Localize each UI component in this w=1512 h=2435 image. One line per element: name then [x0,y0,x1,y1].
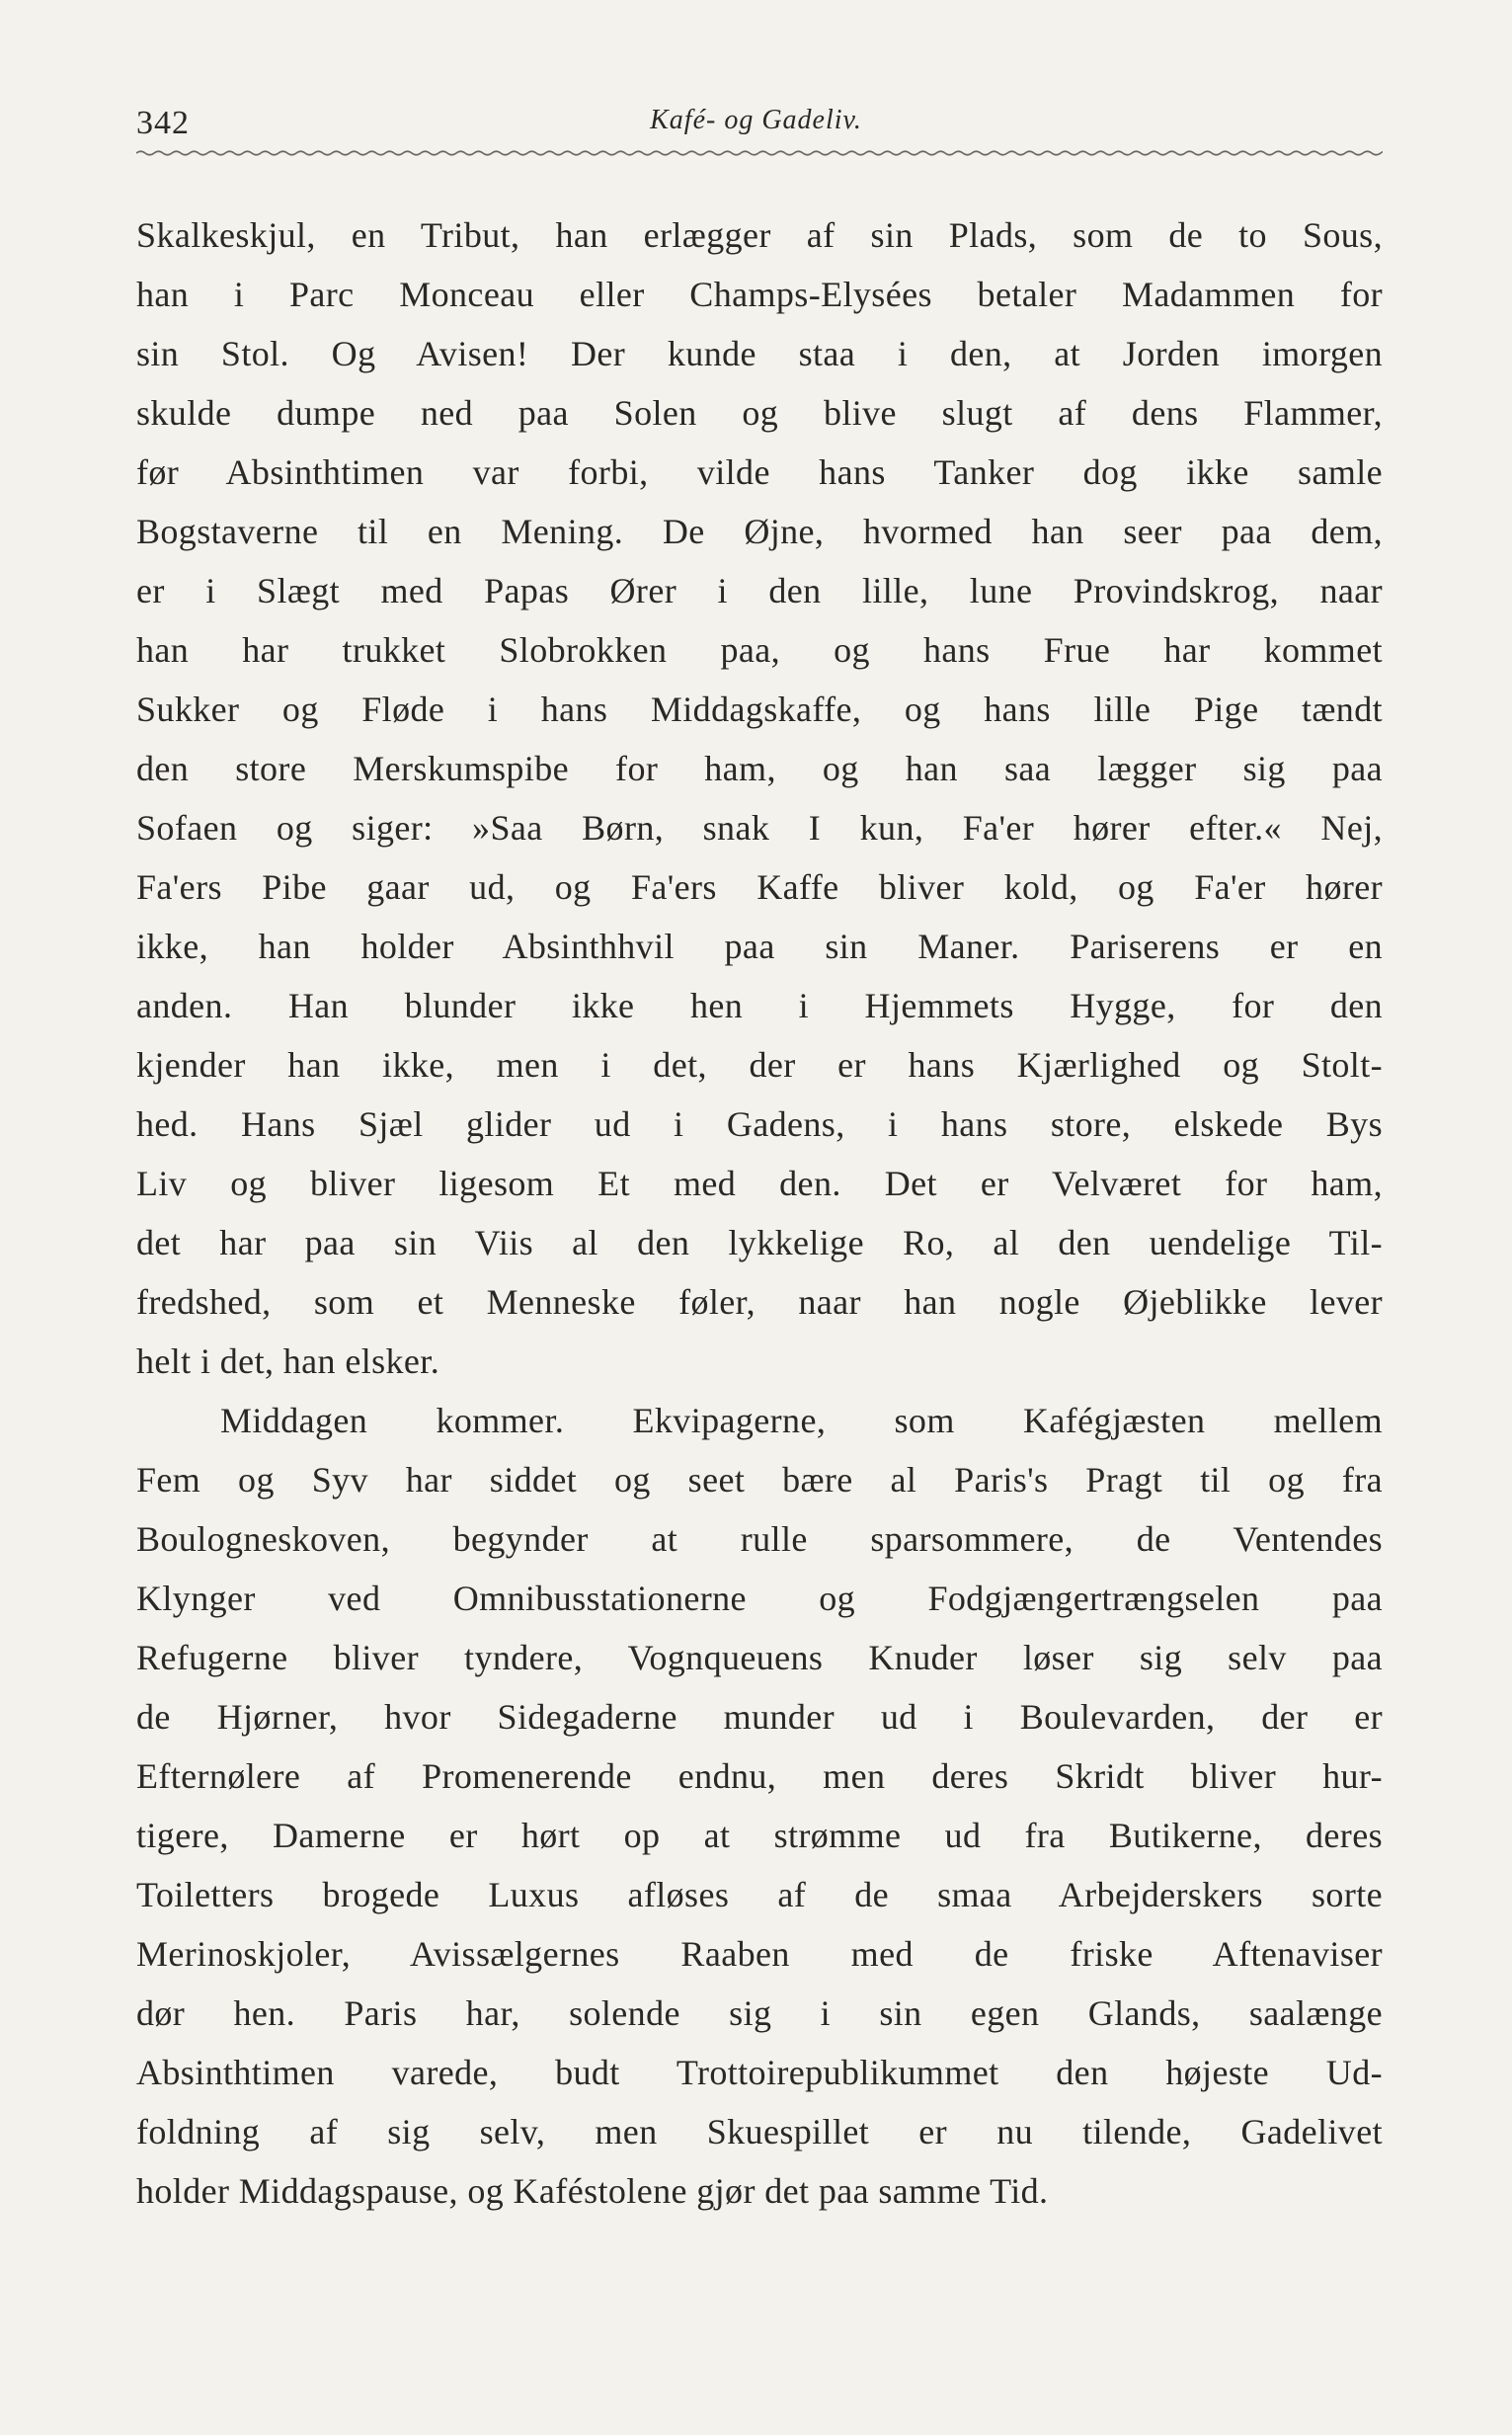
text-line: Merinoskjoler, Avissælgernes Raaben med de friske Aftenaviser [136,1934,1383,1974]
text-line: sin Stol. Og Avisen! Der kunde staa i den, at Jorden imorgen [136,334,1383,373]
text-line: Boulogneskoven, begynder at rulle sparsommere, de Ventendes [136,1519,1383,1559]
body-text [136,205,1383,2221]
text-line: fredshed, som et Menneske føler, naar han nogle Øjeblikke lever [136,1282,1383,1322]
text-line: tigere, Damerne er hørt op at strømme ud fra Butikerne, deres [136,1816,1383,1855]
text-line: de Hjørner, hvor Sidegaderne munder ud i Boulevarden, der er [136,1697,1383,1737]
text-line: skulde dumpe ned paa Solen og blive slugt af dens Flammer, [136,393,1383,433]
text-line: Fa'ers Pibe gaar ud, og Fa'ers Kaffe bliver kold, og Fa'er hører [136,867,1383,907]
text-line: Klynger ved Omnibusstationerne og Fodgjængertrængselen paa [136,1579,1383,1618]
text-line: Liv og bliver ligesom Et med den. Det er Velværet for ham, [136,1164,1383,1203]
text-line: foldning af sig selv, men Skuespillet er nu tilende, Gadelivet [136,2112,1383,2151]
paragraph-end-line: holder Middagspause, og Kaféstolene gjør det paa samme Tid. [136,2171,1049,2211]
text-line: Absinthtimen varede, budt Trottoirepublikummet den højeste Ud- [136,2053,1383,2092]
text-line: han i Parc Monceau eller Champs-Elysées betaler Madammen for [136,275,1383,314]
header-wavy-rule [136,146,1383,160]
text-line: den store Merskumspibe for ham, og han saa lægger sig paa [136,749,1383,788]
text-line: Fem og Syv har siddet og seet bære al Paris's Pragt til og fra [136,1460,1383,1500]
text-line: dør hen. Paris har, solende sig i sin egen Glands, saalænge [136,1993,1383,2033]
text-line: er i Slægt med Papas Ører i den lille, lune Provindskrog, naar [136,571,1383,610]
paragraph-end-line: helt i det, han elsker. [136,1341,440,1381]
text-line: før Absinthtimen var forbi, vilde hans Tanker dog ikke samle [136,452,1383,492]
text-line: Skalkeskjul, en Tribut, han erlægger af sin Plads, som de to Sous, [136,215,1383,255]
paragraph-start-line: Middagen kommer. Ekvipagerne, som Kafégjæsten mellem [220,1401,1383,1440]
text-line: Refugerne bliver tyndere, Vognqueuens Knuder løser sig selv paa [136,1638,1383,1677]
text-line: hed. Hans Sjæl glider ud i Gadens, i hans store, elskede Bys [136,1104,1383,1144]
text-line: Toiletters brogede Luxus afløses af de smaa Arbejderskers sorte [136,1875,1383,1914]
text-line: han har trukket Slobrokken paa, og hans Frue har kommet [136,630,1383,670]
text-line: Efternølere af Promenerende endnu, men deres Skridt bliver hur- [136,1756,1383,1796]
text-line: Sukker og Fløde i hans Middagskaffe, og hans lille Pige tændt [136,690,1383,729]
text-line: Bogstaverne til en Mening. De Øjne, hvormed han seer paa dem, [136,512,1383,551]
text-line: Sofaen og siger: »Saa Børn, snak I kun, Fa'er hører efter.« Nej, [136,808,1383,848]
running-title: Kafé- og Gadeliv. [650,105,862,135]
text-line: kjender han ikke, men i det, der er hans Kjærlighed og Stolt- [136,1045,1383,1085]
text-line: det har paa sin Viis al den lykkelige Ro, al den uendelige Til- [136,1223,1383,1262]
text-line: anden. Han blunder ikke hen i Hjemmets Hygge, for den [136,986,1383,1025]
page-number: 342 [136,105,190,141]
text-line: ikke, han holder Absinthhvil paa sin Maner. Pariserens er en [136,927,1383,966]
